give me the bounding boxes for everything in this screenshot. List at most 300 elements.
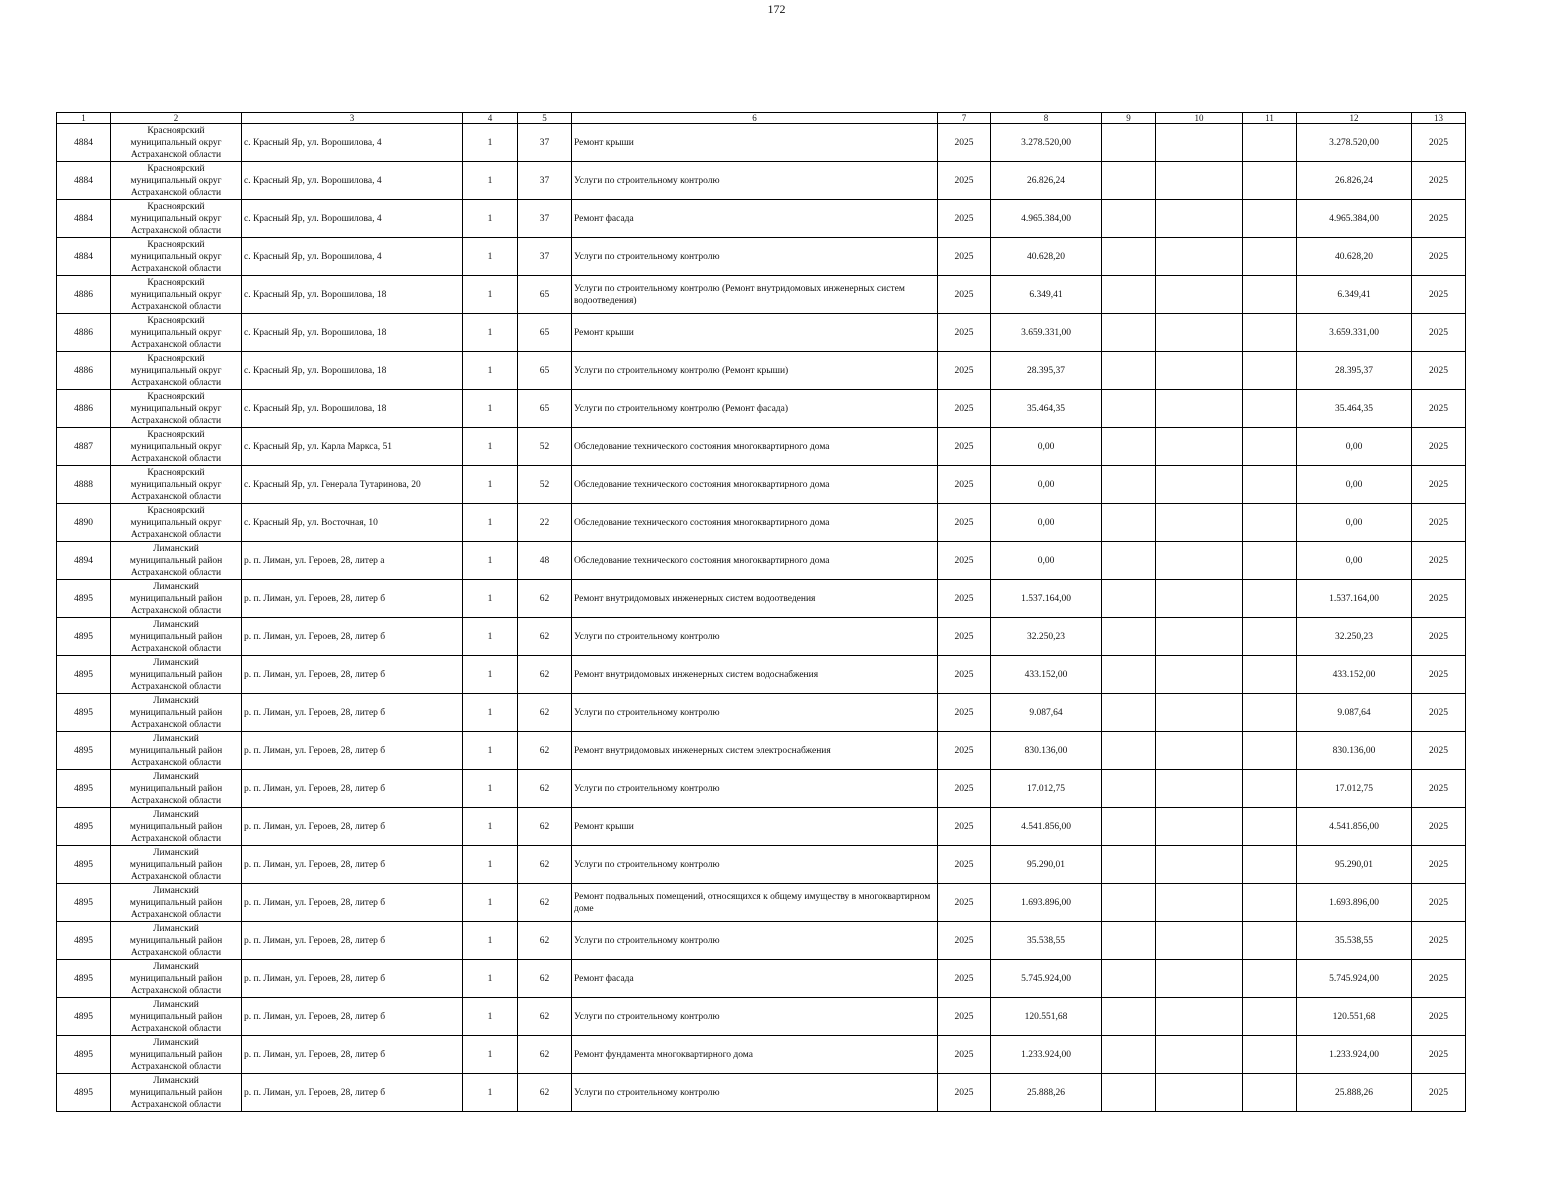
- work-type-cell: Услуги по строительному контролю: [572, 694, 938, 732]
- cost-total-cell: 0,00: [991, 428, 1102, 466]
- year-start-cell: 2025: [938, 390, 991, 428]
- table-row: [57, 960, 1466, 998]
- work-type-cell: Услуги по строительному контролю: [572, 998, 938, 1036]
- col-10-value-cell: [1156, 390, 1243, 428]
- municipality-line: Лиманский: [153, 733, 199, 744]
- col-4-value-cell: 1: [463, 504, 518, 542]
- municipality-line: Лиманский: [153, 961, 199, 972]
- year-end-cell: 2025: [1412, 428, 1466, 466]
- col-9-value-cell: [1102, 694, 1156, 732]
- year-end-cell: 2025: [1412, 390, 1466, 428]
- address-cell: р. п. Лиман, ул. Героев, 28, литер б: [242, 732, 463, 770]
- municipality-line: муниципальный район: [129, 1087, 223, 1098]
- object-number-cell: 4888: [57, 466, 111, 504]
- col-5-value-cell: 62: [518, 808, 572, 846]
- col-9-value-cell: [1102, 732, 1156, 770]
- col-header: 4: [463, 113, 518, 124]
- page-number: 172: [767, 2, 786, 16]
- year-end-cell: 2025: [1412, 732, 1466, 770]
- col-11-value-cell: [1243, 466, 1297, 504]
- municipality-line: муниципальный район: [129, 897, 223, 908]
- object-number-cell: 4894: [57, 542, 111, 580]
- col-4-value-cell: 1: [463, 466, 518, 504]
- col-4-value-cell: 1: [463, 428, 518, 466]
- object-number-cell: 4895: [57, 998, 111, 1036]
- table-body: [57, 124, 1466, 1112]
- municipality-line: Красноярский: [147, 239, 205, 250]
- col-11-value-cell: [1243, 238, 1297, 276]
- col-5-value-cell: 62: [518, 998, 572, 1036]
- col-4-value-cell: 1: [463, 1074, 518, 1112]
- col-9-value-cell: [1102, 124, 1156, 162]
- col-10-value-cell: [1156, 732, 1243, 770]
- municipality-line: муниципальный округ: [130, 517, 222, 528]
- col-4-value-cell: 1: [463, 922, 518, 960]
- object-number-cell: 4884: [57, 124, 111, 162]
- work-type-cell: Услуги по строительному контролю (Ремонт внутридомовых инженерных систем водоотведения): [572, 276, 938, 314]
- cost-fund-cell: 1.233.924,00: [1297, 1036, 1412, 1074]
- municipality-cell: [111, 960, 242, 998]
- address-cell: р. п. Лиман, ул. Героев, 28, литер б: [242, 960, 463, 998]
- register-table: [56, 112, 1466, 1112]
- col-5-value-cell: 62: [518, 694, 572, 732]
- col-5-value-cell: 62: [518, 618, 572, 656]
- municipality-line: Астраханской области: [130, 225, 222, 236]
- table-row: [57, 314, 1466, 352]
- col-10-value-cell: [1156, 694, 1243, 732]
- year-start-cell: 2025: [938, 314, 991, 352]
- year-end-cell: 2025: [1412, 618, 1466, 656]
- col-10-value-cell: [1156, 960, 1243, 998]
- object-number-cell: 4895: [57, 1074, 111, 1112]
- municipality-line: Лиманский: [153, 657, 199, 668]
- cost-fund-cell: 35.464,35: [1297, 390, 1412, 428]
- municipality-line: Астраханской области: [130, 339, 222, 350]
- table-row: [57, 998, 1466, 1036]
- col-11-value-cell: [1243, 770, 1297, 808]
- col-5-value-cell: 65: [518, 276, 572, 314]
- municipality-line: муниципальный округ: [130, 327, 222, 338]
- col-5-value-cell: 37: [518, 124, 572, 162]
- cost-fund-cell: 433.152,00: [1297, 656, 1412, 694]
- municipality-line: Лиманский: [153, 771, 199, 782]
- cost-fund-cell: 26.826,24: [1297, 162, 1412, 200]
- municipality-line: Астраханской области: [130, 1099, 222, 1110]
- cost-total-cell: 4.965.384,00: [991, 200, 1102, 238]
- municipality-line: Астраханской области: [130, 719, 222, 730]
- municipality-line: муниципальный округ: [130, 137, 222, 148]
- cost-total-cell: 40.628,20: [991, 238, 1102, 276]
- year-end-cell: 2025: [1412, 884, 1466, 922]
- col-header: 2: [111, 113, 242, 124]
- col-header: 3: [242, 113, 463, 124]
- address-cell: р. п. Лиман, ул. Героев, 28, литер б: [242, 694, 463, 732]
- table-row: [57, 352, 1466, 390]
- municipality-line: Лиманский: [153, 923, 199, 934]
- address-cell: р. п. Лиман, ул. Героев, 28, литер б: [242, 580, 463, 618]
- object-number-cell: 4884: [57, 238, 111, 276]
- col-11-value-cell: [1243, 1074, 1297, 1112]
- col-9-value-cell: [1102, 390, 1156, 428]
- cost-fund-cell: 3.659.331,00: [1297, 314, 1412, 352]
- object-number-cell: 4884: [57, 200, 111, 238]
- year-start-cell: 2025: [938, 884, 991, 922]
- col-11-value-cell: [1243, 846, 1297, 884]
- municipality-cell: [111, 732, 242, 770]
- table-row: [57, 466, 1466, 504]
- municipality-line: Красноярский: [147, 125, 205, 136]
- object-number-cell: 4895: [57, 770, 111, 808]
- municipality-line: Лиманский: [153, 543, 199, 554]
- cost-total-cell: 433.152,00: [991, 656, 1102, 694]
- col-11-value-cell: [1243, 200, 1297, 238]
- col-11-value-cell: [1243, 618, 1297, 656]
- municipality-line: муниципальный район: [129, 1011, 223, 1022]
- work-type-cell: Услуги по строительному контролю: [572, 922, 938, 960]
- municipality-line: муниципальный округ: [130, 403, 222, 414]
- year-start-cell: 2025: [938, 466, 991, 504]
- col-10-value-cell: [1156, 124, 1243, 162]
- col-5-value-cell: 62: [518, 1074, 572, 1112]
- col-10-value-cell: [1156, 1036, 1243, 1074]
- col-5-value-cell: 62: [518, 656, 572, 694]
- table-row: [57, 580, 1466, 618]
- work-type-cell: Ремонт фундамента многоквартирного дома: [572, 1036, 938, 1074]
- municipality-cell: [111, 998, 242, 1036]
- cost-fund-cell: 28.395,37: [1297, 352, 1412, 390]
- col-10-value-cell: [1156, 428, 1243, 466]
- municipality-line: Астраханской области: [130, 491, 222, 502]
- col-10-value-cell: [1156, 922, 1243, 960]
- address-cell: р. п. Лиман, ул. Героев, 28, литер б: [242, 998, 463, 1036]
- col-11-value-cell: [1243, 998, 1297, 1036]
- municipality-line: Астраханской области: [130, 377, 222, 388]
- year-end-cell: 2025: [1412, 238, 1466, 276]
- col-4-value-cell: 1: [463, 694, 518, 732]
- address-cell: р. п. Лиман, ул. Героев, 28, литер б: [242, 770, 463, 808]
- year-start-cell: 2025: [938, 352, 991, 390]
- year-start-cell: 2025: [938, 1036, 991, 1074]
- col-9-value-cell: [1102, 922, 1156, 960]
- cost-fund-cell: 1.537.164,00: [1297, 580, 1412, 618]
- work-type-cell: Ремонт внутридомовых инженерных систем электроснабжения: [572, 732, 938, 770]
- year-start-cell: 2025: [938, 922, 991, 960]
- year-start-cell: 2025: [938, 162, 991, 200]
- municipality-line: муниципальный округ: [130, 289, 222, 300]
- year-start-cell: 2025: [938, 124, 991, 162]
- col-4-value-cell: 1: [463, 884, 518, 922]
- cost-total-cell: 35.464,35: [991, 390, 1102, 428]
- municipality-line: муниципальный район: [129, 935, 223, 946]
- address-cell: р. п. Лиман, ул. Героев, 28, литер б: [242, 808, 463, 846]
- col-9-value-cell: [1102, 314, 1156, 352]
- col-5-value-cell: 62: [518, 922, 572, 960]
- col-9-value-cell: [1102, 352, 1156, 390]
- col-10-value-cell: [1156, 618, 1243, 656]
- col-11-value-cell: [1243, 922, 1297, 960]
- municipality-line: муниципальный район: [129, 783, 223, 794]
- col-11-value-cell: [1243, 542, 1297, 580]
- work-type-cell: Услуги по строительному контролю: [572, 238, 938, 276]
- cost-total-cell: 1.233.924,00: [991, 1036, 1102, 1074]
- col-11-value-cell: [1243, 124, 1297, 162]
- municipality-line: Астраханской области: [130, 833, 222, 844]
- table-row: [57, 656, 1466, 694]
- municipality-cell: [111, 656, 242, 694]
- col-10-value-cell: [1156, 998, 1243, 1036]
- col-9-value-cell: [1102, 808, 1156, 846]
- col-5-value-cell: 62: [518, 884, 572, 922]
- cost-total-cell: 0,00: [991, 504, 1102, 542]
- year-start-cell: 2025: [938, 1074, 991, 1112]
- col-4-value-cell: 1: [463, 998, 518, 1036]
- cost-total-cell: 4.541.856,00: [991, 808, 1102, 846]
- municipality-line: Лиманский: [153, 695, 199, 706]
- col-10-value-cell: [1156, 162, 1243, 200]
- municipality-line: муниципальный округ: [130, 213, 222, 224]
- object-number-cell: 4886: [57, 390, 111, 428]
- municipality-cell: [111, 428, 242, 466]
- work-type-cell: Ремонт крыши: [572, 124, 938, 162]
- col-header: 11: [1243, 113, 1297, 124]
- object-number-cell: 4895: [57, 1036, 111, 1074]
- col-10-value-cell: [1156, 542, 1243, 580]
- municipality-line: Красноярский: [147, 429, 205, 440]
- table-row: [57, 162, 1466, 200]
- cost-fund-cell: 95.290,01: [1297, 846, 1412, 884]
- object-number-cell: 4895: [57, 618, 111, 656]
- municipality-line: Лиманский: [153, 619, 199, 630]
- col-10-value-cell: [1156, 580, 1243, 618]
- work-type-cell: Услуги по строительному контролю: [572, 618, 938, 656]
- col-9-value-cell: [1102, 656, 1156, 694]
- address-cell: с. Красный Яр, ул. Ворошилова, 18: [242, 276, 463, 314]
- table-row: [57, 542, 1466, 580]
- municipality-line: Астраханской области: [130, 1061, 222, 1072]
- municipality-line: муниципальный округ: [130, 251, 222, 262]
- object-number-cell: 4895: [57, 808, 111, 846]
- col-9-value-cell: [1102, 846, 1156, 884]
- municipality-cell: [111, 694, 242, 732]
- year-end-cell: 2025: [1412, 466, 1466, 504]
- col-9-value-cell: [1102, 1074, 1156, 1112]
- col-4-value-cell: 1: [463, 960, 518, 998]
- col-4-value-cell: 1: [463, 352, 518, 390]
- col-header: 7: [938, 113, 991, 124]
- table-row: [57, 276, 1466, 314]
- col-11-value-cell: [1243, 1036, 1297, 1074]
- year-end-cell: 2025: [1412, 162, 1466, 200]
- col-4-value-cell: 1: [463, 162, 518, 200]
- col-11-value-cell: [1243, 580, 1297, 618]
- work-type-cell: Ремонт фасада: [572, 960, 938, 998]
- col-4-value-cell: 1: [463, 238, 518, 276]
- year-start-cell: 2025: [938, 960, 991, 998]
- col-header: 8: [991, 113, 1102, 124]
- col-5-value-cell: 62: [518, 770, 572, 808]
- col-10-value-cell: [1156, 200, 1243, 238]
- address-cell: с. Красный Яр, ул. Ворошилова, 4: [242, 200, 463, 238]
- col-5-value-cell: 62: [518, 1036, 572, 1074]
- cost-total-cell: 35.538,55: [991, 922, 1102, 960]
- table-row: [57, 694, 1466, 732]
- address-cell: с. Красный Яр, ул. Ворошилова, 4: [242, 162, 463, 200]
- work-type-cell: Обследование технического состояния многоквартирного дома: [572, 504, 938, 542]
- table-row: [57, 390, 1466, 428]
- col-5-value-cell: 65: [518, 352, 572, 390]
- year-start-cell: 2025: [938, 656, 991, 694]
- work-type-cell: Обследование технического состояния многоквартирного дома: [572, 466, 938, 504]
- col-5-value-cell: 22: [518, 504, 572, 542]
- municipality-cell: [111, 124, 242, 162]
- col-5-value-cell: 62: [518, 580, 572, 618]
- col-header: 12: [1297, 113, 1412, 124]
- cost-total-cell: 0,00: [991, 542, 1102, 580]
- cost-fund-cell: 40.628,20: [1297, 238, 1412, 276]
- year-end-cell: 2025: [1412, 580, 1466, 618]
- col-11-value-cell: [1243, 504, 1297, 542]
- col-9-value-cell: [1102, 580, 1156, 618]
- work-type-cell: Услуги по строительному контролю (Ремонт крыши): [572, 352, 938, 390]
- year-start-cell: 2025: [938, 998, 991, 1036]
- municipality-line: Астраханской области: [130, 567, 222, 578]
- cost-fund-cell: 0,00: [1297, 542, 1412, 580]
- col-4-value-cell: 1: [463, 200, 518, 238]
- col-11-value-cell: [1243, 884, 1297, 922]
- work-type-cell: Услуги по строительному контролю (Ремонт фасада): [572, 390, 938, 428]
- municipality-line: Астраханской области: [130, 605, 222, 616]
- municipality-line: Астраханской области: [130, 757, 222, 768]
- col-10-value-cell: [1156, 808, 1243, 846]
- cost-fund-cell: 17.012,75: [1297, 770, 1412, 808]
- cost-total-cell: 26.826,24: [991, 162, 1102, 200]
- work-type-cell: Обследование технического состояния многоквартирного дома: [572, 428, 938, 466]
- year-start-cell: 2025: [938, 276, 991, 314]
- year-end-cell: 2025: [1412, 656, 1466, 694]
- col-11-value-cell: [1243, 656, 1297, 694]
- municipality-line: муниципальный район: [129, 631, 223, 642]
- col-9-value-cell: [1102, 770, 1156, 808]
- object-number-cell: 4895: [57, 694, 111, 732]
- col-5-value-cell: 37: [518, 238, 572, 276]
- col-11-value-cell: [1243, 390, 1297, 428]
- col-9-value-cell: [1102, 884, 1156, 922]
- municipality-line: Красноярский: [147, 277, 205, 288]
- municipality-line: Астраханской области: [130, 909, 222, 920]
- col-4-value-cell: 1: [463, 580, 518, 618]
- cost-total-cell: 5.745.924,00: [991, 960, 1102, 998]
- municipality-cell: [111, 808, 242, 846]
- col-9-value-cell: [1102, 960, 1156, 998]
- address-cell: с. Красный Яр, ул. Ворошилова, 4: [242, 238, 463, 276]
- address-cell: с. Красный Яр, ул. Ворошилова, 4: [242, 124, 463, 162]
- col-9-value-cell: [1102, 276, 1156, 314]
- year-end-cell: 2025: [1412, 200, 1466, 238]
- object-number-cell: 4895: [57, 656, 111, 694]
- municipality-line: муниципальный район: [129, 555, 223, 566]
- year-end-cell: 2025: [1412, 124, 1466, 162]
- municipality-line: муниципальный округ: [130, 365, 222, 376]
- col-header: 6: [572, 113, 938, 124]
- year-start-cell: 2025: [938, 238, 991, 276]
- col-11-value-cell: [1243, 960, 1297, 998]
- municipality-line: муниципальный район: [129, 593, 223, 604]
- municipality-line: муниципальный район: [129, 973, 223, 984]
- cost-total-cell: 32.250,23: [991, 618, 1102, 656]
- object-number-cell: 4895: [57, 884, 111, 922]
- object-number-cell: 4887: [57, 428, 111, 466]
- year-end-cell: 2025: [1412, 846, 1466, 884]
- object-number-cell: 4895: [57, 960, 111, 998]
- municipality-cell: [111, 314, 242, 352]
- col-10-value-cell: [1156, 466, 1243, 504]
- cost-total-cell: 6.349,41: [991, 276, 1102, 314]
- municipality-line: Лиманский: [153, 809, 199, 820]
- work-type-cell: Услуги по строительному контролю: [572, 770, 938, 808]
- col-4-value-cell: 1: [463, 770, 518, 808]
- table-row: [57, 770, 1466, 808]
- municipality-line: Астраханской области: [130, 947, 222, 958]
- municipality-line: муниципальный район: [129, 707, 223, 718]
- col-9-value-cell: [1102, 162, 1156, 200]
- cost-fund-cell: 35.538,55: [1297, 922, 1412, 960]
- col-10-value-cell: [1156, 846, 1243, 884]
- municipality-line: Лиманский: [153, 1075, 199, 1086]
- municipality-line: Астраханской области: [130, 529, 222, 540]
- object-number-cell: 4895: [57, 846, 111, 884]
- municipality-cell: [111, 504, 242, 542]
- year-start-cell: 2025: [938, 808, 991, 846]
- col-5-value-cell: 62: [518, 732, 572, 770]
- year-start-cell: 2025: [938, 580, 991, 618]
- year-start-cell: 2025: [938, 846, 991, 884]
- cost-fund-cell: 830.136,00: [1297, 732, 1412, 770]
- col-9-value-cell: [1102, 1036, 1156, 1074]
- address-cell: с. Красный Яр, ул. Восточная, 10: [242, 504, 463, 542]
- address-cell: р. п. Лиман, ул. Героев, 28, литер б: [242, 1074, 463, 1112]
- work-type-cell: Ремонт внутридомовых инженерных систем водоотведения: [572, 580, 938, 618]
- col-11-value-cell: [1243, 428, 1297, 466]
- col-10-value-cell: [1156, 770, 1243, 808]
- municipality-line: Астраханской области: [130, 1023, 222, 1034]
- municipality-line: Красноярский: [147, 315, 205, 326]
- municipality-cell: [111, 1074, 242, 1112]
- address-cell: р. п. Лиман, ул. Героев, 28, литер б: [242, 618, 463, 656]
- col-4-value-cell: 1: [463, 808, 518, 846]
- col-10-value-cell: [1156, 314, 1243, 352]
- municipality-line: Красноярский: [147, 353, 205, 364]
- col-9-value-cell: [1102, 200, 1156, 238]
- year-start-cell: 2025: [938, 694, 991, 732]
- municipality-line: Астраханской области: [130, 415, 222, 426]
- municipality-cell: [111, 884, 242, 922]
- municipality-line: Лиманский: [153, 581, 199, 592]
- address-cell: р. п. Лиман, ул. Героев, 28, литер б: [242, 884, 463, 922]
- address-cell: р. п. Лиман, ул. Героев, 28, литер а: [242, 542, 463, 580]
- col-10-value-cell: [1156, 656, 1243, 694]
- address-cell: р. п. Лиман, ул. Героев, 28, литер б: [242, 846, 463, 884]
- table-row: [57, 732, 1466, 770]
- municipality-line: Красноярский: [147, 201, 205, 212]
- year-start-cell: 2025: [938, 200, 991, 238]
- cost-total-cell: 17.012,75: [991, 770, 1102, 808]
- work-type-cell: Услуги по строительному контролю: [572, 1074, 938, 1112]
- municipality-cell: [111, 846, 242, 884]
- year-end-cell: 2025: [1412, 808, 1466, 846]
- object-number-cell: 4886: [57, 352, 111, 390]
- year-start-cell: 2025: [938, 618, 991, 656]
- municipality-cell: [111, 162, 242, 200]
